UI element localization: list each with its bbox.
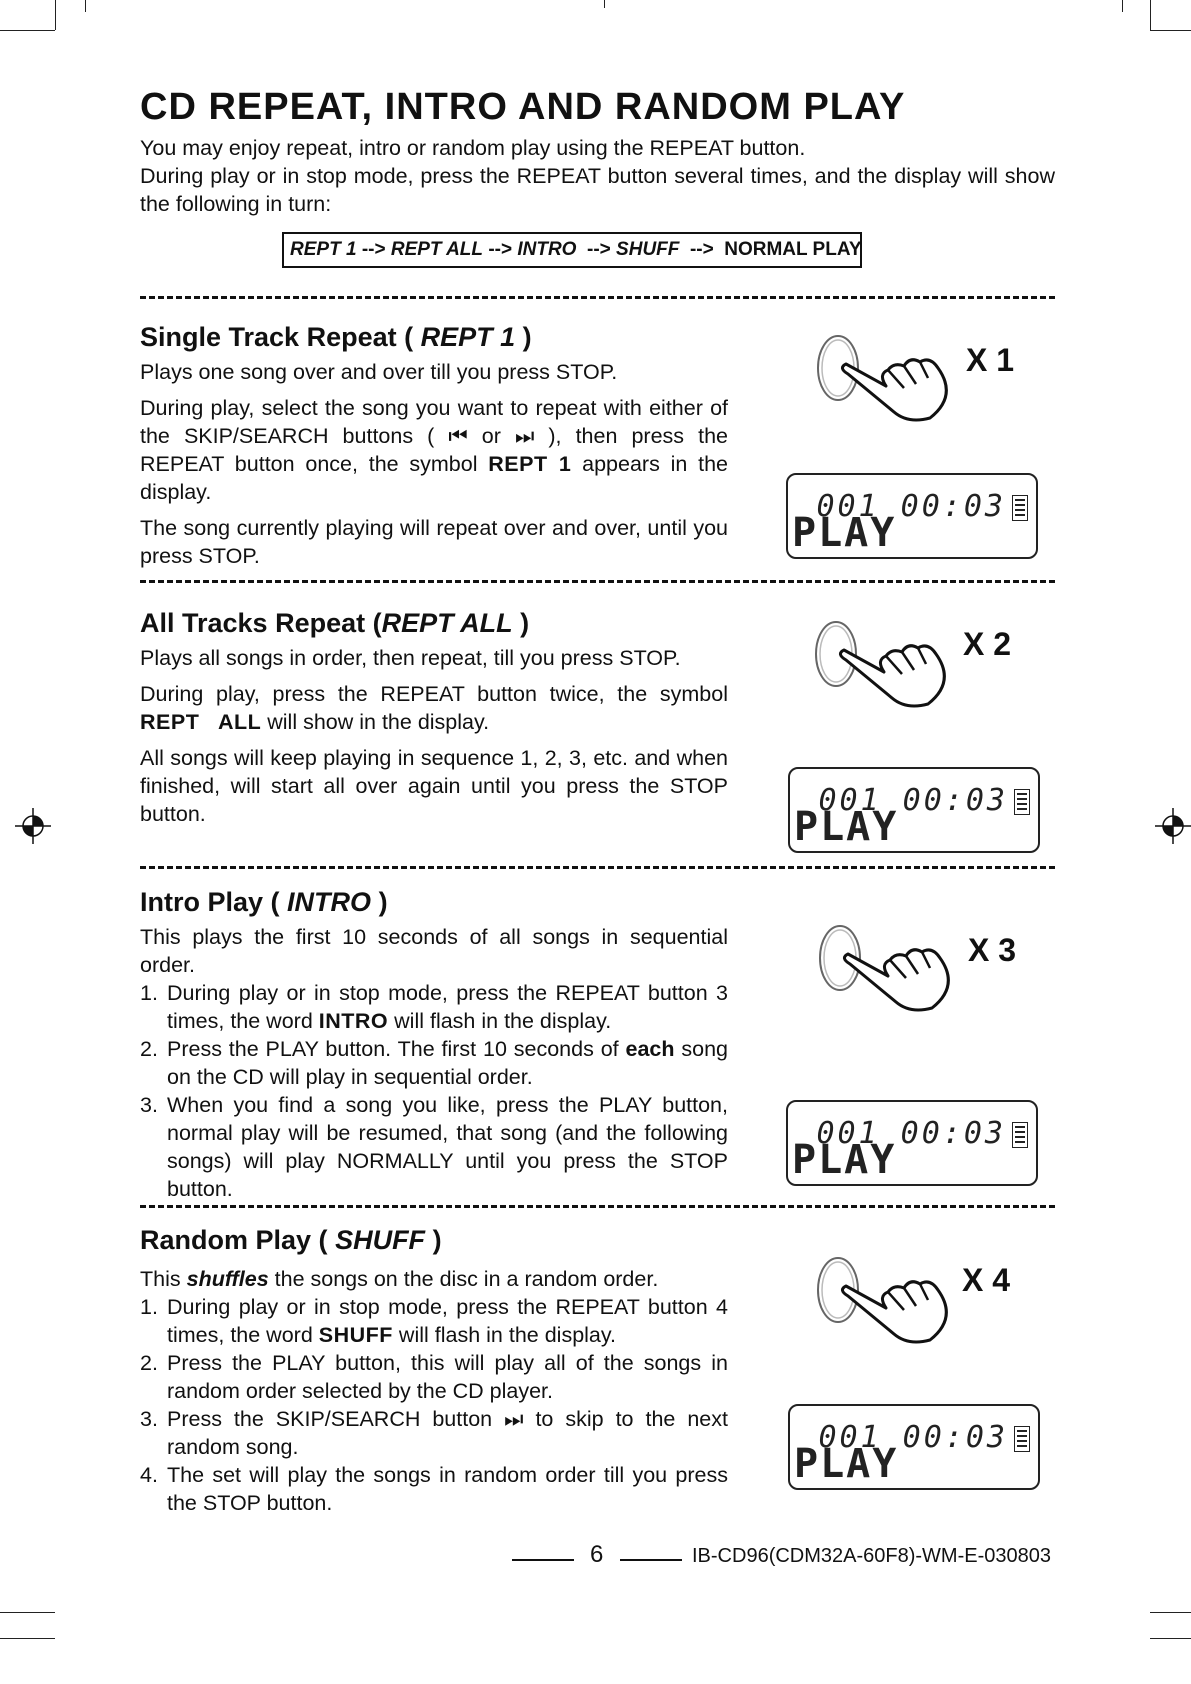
lcd-digits: 001 00:03 [816, 489, 1006, 524]
section-heading: Random Play ( SHUFF ) [140, 1225, 442, 1255]
disc-stack-icon [1012, 495, 1028, 521]
disc-stack-icon [1014, 789, 1030, 815]
hand-press-icon [810, 916, 970, 1016]
crop-mark [604, 0, 605, 8]
lcd-digits: 001 00:03 [816, 1116, 1006, 1151]
skip-forward-icon: ⏭ [514, 424, 535, 448]
section-paragraph: The song currently playing will repeat over and over, until you press STOP. [140, 516, 728, 568]
list-item: 1. During play or in stop mode, press the REPEAT button 3 times, the word INTRO will flash in the display. [140, 981, 728, 1033]
list-item: 2. Press the PLAY button, this will play all of the songs in random order selected by the CD player. [140, 1351, 728, 1403]
seq-shuff: SHUFF [616, 239, 680, 260]
step-list [140, 1293, 728, 1517]
document-id: IB-CD96(CDM32A-60F8)-WM-E-030803 [692, 1545, 1051, 1567]
seq-arrow: --> [361, 239, 386, 260]
section-paragraph: Plays all songs in order, then repeat, till you press STOP. [140, 646, 681, 670]
hand-press-icon [806, 612, 966, 712]
lcd-display [788, 1404, 1040, 1490]
list-item: 2. Press the PLAY button. The first 10 seconds of each song on the CD will play in sequential order. [140, 1037, 728, 1089]
list-item: 3. When you find a song you like, press the PLAY button, normal play will be resumed, that song (and the following songs) will play NORMALLY until you press the STOP button. [140, 1093, 728, 1201]
repeat-sequence-box [282, 232, 862, 268]
seq-rept-all: REPT ALL [390, 239, 484, 260]
disc-stack-icon [1014, 1426, 1030, 1452]
seq-arrow: --> [689, 239, 714, 260]
press-count-label: X 1 [966, 342, 1015, 378]
hand-press-icon [808, 326, 968, 426]
crop-mark [1150, 1612, 1191, 1613]
intro-text [140, 134, 1055, 218]
lcd-digits: 001 00:03 [818, 1420, 1008, 1455]
section-all-tracks-repeat [140, 606, 728, 836]
registration-mark-icon [15, 808, 51, 844]
crop-mark [1150, 1638, 1191, 1639]
hand-press-icon [808, 1248, 968, 1348]
lcd-digits: 001 00:03 [818, 783, 1008, 818]
lcd-mode: PLAY [794, 804, 899, 850]
section-paragraph: This shuffles the songs on the disc in a random order. [140, 1267, 659, 1291]
skip-back-icon: ⏮ [448, 424, 468, 448]
section-intro-play [140, 885, 728, 1203]
intro-line: During play or in stop mode, press the REPEAT button several times, and the display will show the following in turn: [140, 164, 1055, 216]
section-divider [140, 296, 1055, 299]
section-divider [140, 580, 1055, 583]
crop-mark [0, 1638, 55, 1639]
section-paragraph: All songs will keep playing in sequence 1, 2, 3, etc. and when finished, will start all over again until you press the STOP button. [140, 746, 728, 826]
crop-mark [85, 0, 86, 12]
lcd-display [788, 767, 1040, 853]
footer-rule [512, 1559, 574, 1561]
section-heading: Intro Play ( INTRO ) [140, 887, 388, 917]
section-divider [140, 866, 1055, 869]
intro-line: You may enjoy repeat, intro or random play using the REPEAT button. [140, 136, 806, 160]
registration-mark-icon [1155, 808, 1191, 844]
lcd-display [786, 473, 1038, 559]
crop-mark [1150, 0, 1151, 30]
seq-intro: INTRO [517, 239, 577, 260]
lcd-mode: PLAY [792, 1137, 897, 1183]
seq-rept1: REPT 1 [290, 239, 357, 260]
lcd-mode: PLAY [794, 1441, 899, 1487]
crop-mark [0, 30, 55, 31]
lcd-display [786, 1100, 1038, 1186]
section-heading: Single Track Repeat ( REPT 1 ) [140, 322, 532, 352]
step-list [140, 979, 728, 1203]
crop-mark [0, 1612, 55, 1613]
section-single-track-repeat [140, 320, 728, 578]
section-paragraph: During play, select the song you want to repeat with either of the SKIP/SEARCH buttons ( ⏮ or ⏭ ), then press the REPEAT button once, the symbol REPT 1 appears in the display. [140, 396, 729, 504]
footer-rule [620, 1559, 682, 1561]
press-count-label: X 2 [963, 626, 1012, 662]
page-number: 6 [590, 1541, 604, 1568]
press-count-label: X 4 [962, 1262, 1011, 1298]
seq-normal-play: NORMAL PLAY [724, 239, 862, 260]
section-random-play [140, 1223, 728, 1517]
lcd-mode: PLAY [792, 510, 897, 556]
section-paragraph: This plays the first 10 seconds of all songs in sequential order. [140, 925, 728, 977]
section-heading: All Tracks Repeat (REPT ALL ) [140, 608, 530, 638]
seq-arrow: --> [488, 239, 513, 260]
press-count-label: X 3 [968, 932, 1017, 968]
section-paragraph: Plays one song over and over till you press STOP. [140, 360, 618, 384]
crop-mark [55, 0, 56, 30]
page-title: CD REPEAT, INTRO AND RANDOM PLAY [140, 86, 906, 128]
crop-mark [1150, 30, 1191, 31]
section-divider [140, 1205, 1055, 1208]
skip-forward-icon: ⏭ [504, 1407, 524, 1431]
crop-mark [1122, 0, 1123, 12]
section-paragraph: During play, press the REPEAT button twice, the symbol REPT ALL will show in the display. [140, 682, 728, 734]
seq-arrow: --> [587, 239, 611, 260]
list-item: 1. During play or in stop mode, press the REPEAT button 4 times, the word SHUFF will flash in the display. [140, 1295, 728, 1347]
disc-stack-icon [1012, 1122, 1028, 1148]
list-item: 3. Press the SKIP/SEARCH button ⏭ to skip to the next random song. [140, 1407, 728, 1459]
list-item: 4. The set will play the songs in random order till you press the STOP button. [140, 1463, 728, 1515]
